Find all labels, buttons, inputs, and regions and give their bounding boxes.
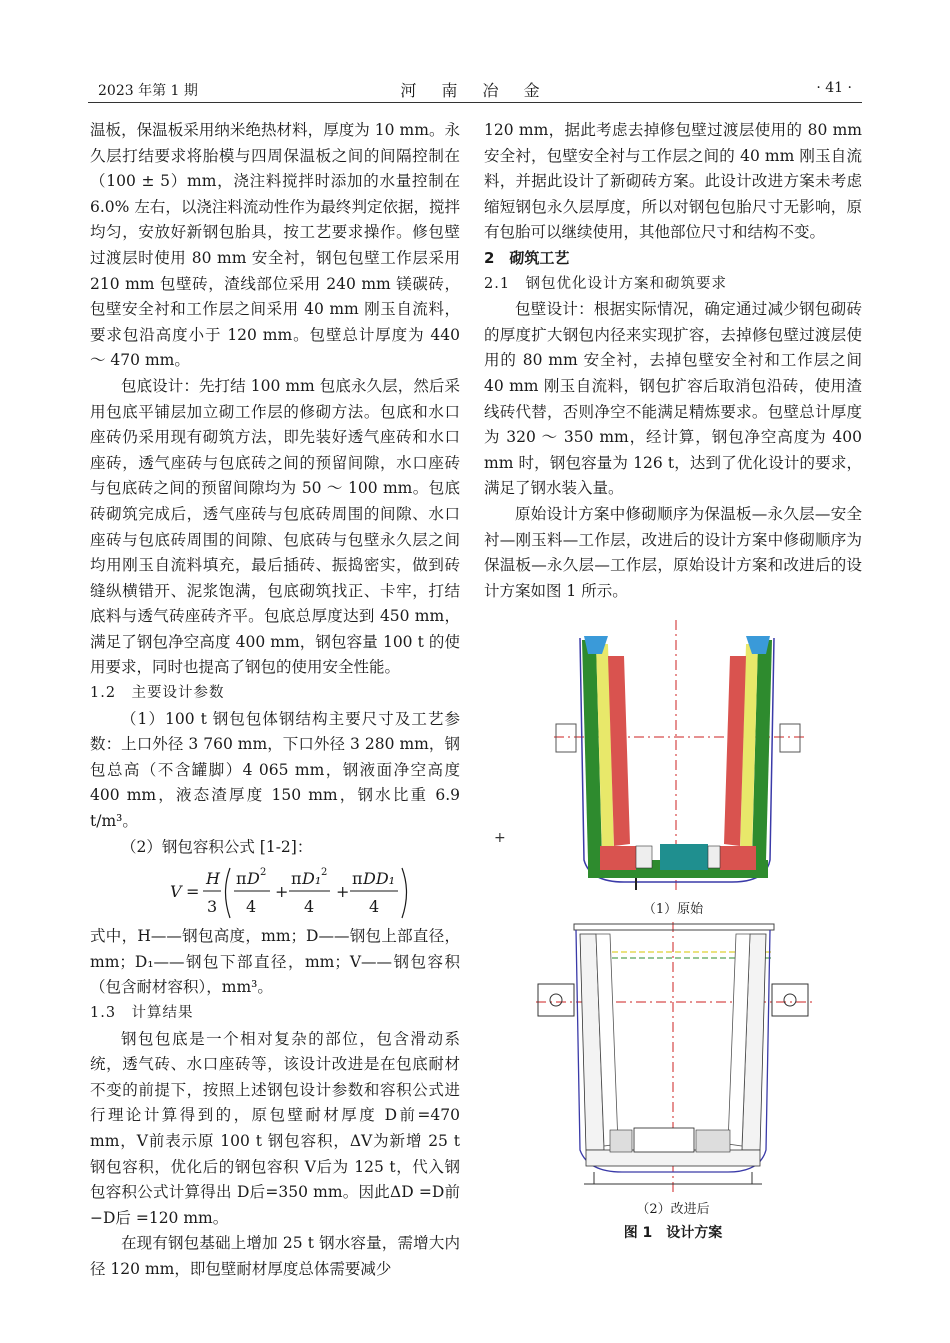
formula-plus-2: + [336,882,350,902]
paragraph: 温板，保温板采用纳米绝热材料，厚度为 10 mm。永久层打结要求将胎模与四周保温板之间的间隔控制在（100 ± 5）mm，浇注料搅拌时添加的水量控制在 6.0% 左右，以浇注料流动性作为最终判定依据，搅拌均匀，安放好新钢包胎具，按工艺要求操作。修包壁过渡层时使用 80 mm 安全衬，钢包包壁工作层采用 210 mm 包壁砖，渣线部位采用 240 mm 镁碳砖，包壁安全衬和工作层之间采用 40 mm 刚玉自流料，要求包沿高度小于 120 mm。包壁总计厚度为 440 ～ 470 mm。 [90,121,460,370]
paragraph: 原始设计方案中修砌顺序为保温板—永久层—安全衬—刚玉料—工作层，改进后的设计方案中修砌顺序为保温板—永久层—工作层，原始设计方案和改进后的设计方案如图 1 所示。 [484,504,862,600]
paragraph: 在现有钢包基础上增加 25 t 钢水容量，需增大内径 120 mm，即包壁耐材厚度总体需要减少 [90,1234,460,1278]
paragraph: 包底设计：先打结 100 mm 包底永久层，然后采用包底平铺层加立砌工作层的修砌方法。包底和水口座砖仍采用现有砌筑方法，即先装好透气座砖和水口座砖，透气座砖与包底砖之间的预留间隙，水口座砖与包底砖之间的预留间隙均为 50 ～ 100 mm。包底砖砌筑完成后，透气座砖与包底砖周围的间隙、水口座砖与包底砖周围的间隙、包底砖与包壁永久层之间均用刚玉自流料填充，最后插砖、振捣密实，做到砖缝纵横错开、泥浆饱满，包底砌筑找正、卡牢，打结底料与透气砖座砖齐平。包底总厚度达到 450 mm，满足了钢包净空高度 400 mm，钢包容量 100 t 的使用要求，同时也提高了钢包的使用安全性能。 [90,376,460,677]
page-header [88,76,862,103]
svg-text:+: + [494,830,506,846]
formula-four-3: 4 [369,897,380,917]
ladle-original-drawing [484,620,862,890]
page-number: · 41 · [816,80,852,96]
issue-label: 2023 年第 1 期 [98,83,198,99]
formula-d1: D₁ [302,869,322,889]
figure-title: 图 1 设计方案 [623,1225,723,1241]
subsection-heading: 1.3 计算结果 [90,1005,194,1021]
left-column [90,118,460,1283]
section-heading: 2 砌筑工艺 [484,248,570,267]
formula-three: 3 [207,897,218,917]
formula-pi-2: π [291,869,302,889]
right-column [484,118,862,604]
formula-pi-1: π [236,869,247,889]
formula-plus-1: + [275,882,289,902]
paragraph: （2）钢包容积公式 [1-2]： [121,837,313,856]
subsection-heading: 2.1 钢包优化设计方案和砌筑要求 [484,275,728,292]
journal-title: 河 南 冶 金 [400,81,550,100]
ladle-improved-drawing [484,922,862,1192]
formula-d: D [247,869,260,889]
formula-pi-3: π [352,869,363,889]
paragraph: 钢包包底是一个相对复杂的部位，包含滑动系统，透气砖、水口座砖等，该设计改进是在包底耐材不变的前提下，按照上述钢包设计参数和容积公式进行理论计算得到的，原包壁耐材厚度 D前=470 mm，V前表示原 100 t 钢包容积，ΔV为新增 25 t 钢包容积，优化后的钢包容积 V后为 125 t，代入钢包容积公式计算得出 D后=350 mm。因此ΔD =D前 −D后 =120 mm。 [90,1029,460,1227]
figure-1 [484,620,862,1240]
caption-original: （1）原始 [642,902,704,917]
formula-square-1: 2 [260,867,267,879]
formula-square-2: 2 [321,867,328,879]
paragraph: 包壁设计：根据实际情况，确定通过减少钢包砌砖的厚度扩大钢包内径来实现扩容，去掉修包壁过渡层使用的 80 mm 安全衬，去掉包壁安全衬和工作层之间 40 mm 刚玉自流料，钢包扩容后取消包沿砖，使用渣线砖代替，否则净空不能满足精炼要求。包壁总计厚度为 320 ～ 350 mm，经计算，钢包净空高度为 400 mm 时，钢包容量为 126 t，达到了优化设计的要求，满足了钢水装入量。 [484,300,862,498]
volume-formula [90,860,460,924]
paragraph: 式中，H——钢包高度，mm；D——钢包上部直径，mm；D₁——钢包下部直径，mm；V——钢包容积（包含耐材容积），mm³。 [90,927,460,997]
subsection-heading: 1.2 主要设计参数 [90,685,225,702]
formula-four-1: 4 [246,897,257,917]
formula-h: H [206,869,220,889]
formula-v: V [170,882,182,902]
paragraph: （1）100 t 钢包包体钢结构主要尺寸及工艺参数：上口外径 3 760 mm，下口外径 3 280 mm，钢包总高（不含罐脚）4 065 mm，钢液面净空高度 400 mm，液态渣厚度 150 mm，钢水比重 6.9 t/m³。 [90,709,460,831]
formula-dd1: DD₁ [363,869,396,889]
formula-eq: = [186,882,200,902]
paragraph: 120 mm，据此考虑去掉修包壁过渡层使用的 80 mm 安全衬，包壁安全衬与工作层之间的 40 mm 刚玉自流料，并据此设计了新砌砖方案。此设计改进方案未考虑缩短钢包永久层厚度，所以对钢包包胎尺寸无影响，原有包胎可以继续使用，其他部位尺寸和结构不变。 [484,121,862,242]
caption-improved: （2）改进后 [636,1202,710,1217]
formula-four-2: 4 [304,897,315,917]
